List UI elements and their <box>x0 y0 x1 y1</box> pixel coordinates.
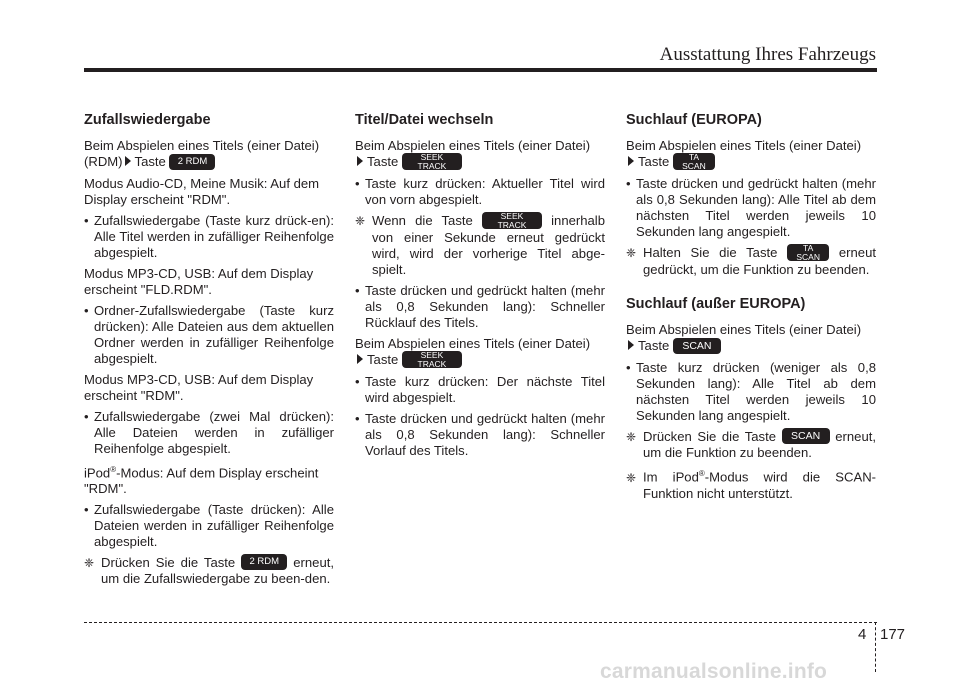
bullet-item: • Zufallswiedergabe (Taste drücken): Alle Dateien werden in zufälliger Reihenfolge abgespielt. <box>84 501 334 549</box>
column-random-playback <box>84 112 334 592</box>
rdm-button-icon: 2 RDM <box>241 554 287 570</box>
seek-track-down-button-icon: SEEK TRACK <box>482 212 542 229</box>
play-arrow-icon <box>125 156 131 166</box>
note-item: ❈ Drücken Sie die Taste 2 RDM erneut, um die Zufallswiedergabe zu been-den. <box>84 554 335 587</box>
page-header-title: Ausstattung Ihres Fahrzeugs <box>659 44 876 65</box>
section-heading: Suchlauf (EUROPA) <box>626 112 762 128</box>
header-rule <box>84 68 877 72</box>
note-icon: ❈ <box>355 214 366 229</box>
column-track-change <box>355 112 605 464</box>
section-heading: Zufallswiedergabe <box>84 112 211 128</box>
play-arrow-icon <box>357 156 363 166</box>
note-icon: ❈ <box>84 555 95 570</box>
paragraph: iPod®-Modus: Auf dem Display erscheint "RDM". <box>84 464 319 496</box>
intro-text: Beim Abspielen eines Titels (einer Datei) Taste TA SCAN <box>626 138 862 171</box>
play-arrow-icon <box>628 340 634 350</box>
footer-rule <box>84 622 877 623</box>
seek-track-down-button-icon: SEEK TRACK <box>402 153 462 170</box>
bullet-item: • Taste kurz drücken: Der nächste Titel wird abgespielt. <box>355 374 605 406</box>
note-item: ❈ Halten Sie die Taste TA SCAN erneut gedrückt, um die Funktion zu beenden. <box>626 243 877 278</box>
bullet-item: • Taste drücken und gedrückt halten (mehr als 0,8 Sekunden lang): Alle Titel ab dem nächsten Titel werden jeweils 10 Sekunden lang angespielt. <box>626 176 876 240</box>
seek-track-up-button-icon: SEEK TRACK <box>402 351 462 368</box>
scan-button-icon: SCAN <box>673 338 721 354</box>
watermark: carmanualsonline.info <box>600 660 828 683</box>
note-icon: ❈ <box>626 470 637 485</box>
note-item: ❈ Wenn die Taste SEEK TRACK innerhalb von einer Sekunde erneut gedrückt wird, wird der vorherige Titel abge-spielt. <box>355 211 605 278</box>
paragraph: Modus Audio-CD, Meine Musik: Auf dem Display erscheint "RDM". <box>84 175 320 207</box>
section-heading: Titel/Datei wechseln <box>355 112 494 128</box>
intro-text: Beim Abspielen eines Titels (einer Datei) Taste SEEK TRACK <box>355 138 591 171</box>
rdm-button-icon: 2 RDM <box>169 154 215 170</box>
page-number: 177 <box>880 626 906 643</box>
intro-text: Beim Abspielen eines Titels (einer Datei) Taste SCAN <box>626 322 862 354</box>
play-arrow-icon <box>357 354 363 364</box>
bullet-item: • Zufallswiedergabe (Taste kurz drück-en): Alle Titel werden in zufälliger Reihenfolge abgespielt. <box>84 212 334 260</box>
bullet-item: • Ordner-Zufallswiedergabe (Taste kurz drücken): Alle Dateien aus dem aktuellen Ordner werden in zufälliger Reihenfolge abgespielt. <box>84 302 334 366</box>
note-icon: ❈ <box>626 429 637 444</box>
scan-button-icon: SCAN <box>782 428 830 444</box>
intro-text: Beim Abspielen eines Titels (einer Datei) Taste SEEK TRACK <box>355 336 591 369</box>
play-arrow-icon <box>628 156 634 166</box>
note-icon: ❈ <box>626 246 637 261</box>
bullet-item: • Taste drücken und gedrückt halten (mehr als 0,8 Sekunden lang): Schneller Vorlauf des Titels. <box>355 411 605 459</box>
footer-divider <box>875 622 876 672</box>
column-scan <box>626 112 876 507</box>
bullet-item: • Zufallswiedergabe (zwei Mal drücken): Alle Dateien werden in zufälliger Reihenfolge abgespielt. <box>84 408 334 456</box>
intro-text: Beim Abspielen eines Titels (einer Datei) (RDM) Taste 2 RDM <box>84 138 320 169</box>
paragraph: Modus MP3-CD, USB: Auf dem Display erscheint "FLD.RDM". <box>84 265 314 297</box>
bullet-item: • Taste drücken und gedrückt halten (mehr als 0,8 Sekunden lang): Schneller Rücklauf des Titels. <box>355 283 605 331</box>
ta-scan-button-icon: TA SCAN <box>673 153 715 170</box>
section-heading: Suchlauf (außer EUROPA) <box>626 296 806 313</box>
chapter-number: 4 <box>858 626 867 643</box>
paragraph: Modus MP3-CD, USB: Auf dem Display erscheint "RDM". <box>84 371 314 403</box>
note-item: ❈ Im iPod®-Modus wird die SCAN-Funktion nicht unterstützt. <box>626 469 877 501</box>
ta-scan-button-icon: TA SCAN <box>787 244 829 261</box>
note-item: ❈ Drücken Sie die Taste SCAN erneut, um die Funktion zu beenden. <box>626 428 876 461</box>
bullet-item: • Taste kurz drücken: Aktueller Titel wird von vorn abgespielt. <box>355 176 605 208</box>
bullet-item: • Taste kurz drücken (weniger als 0,8 Sekunden lang): Alle Titel ab dem nächsten Titel werden jeweils 10 Sekunden lang angespielt. <box>626 359 876 423</box>
